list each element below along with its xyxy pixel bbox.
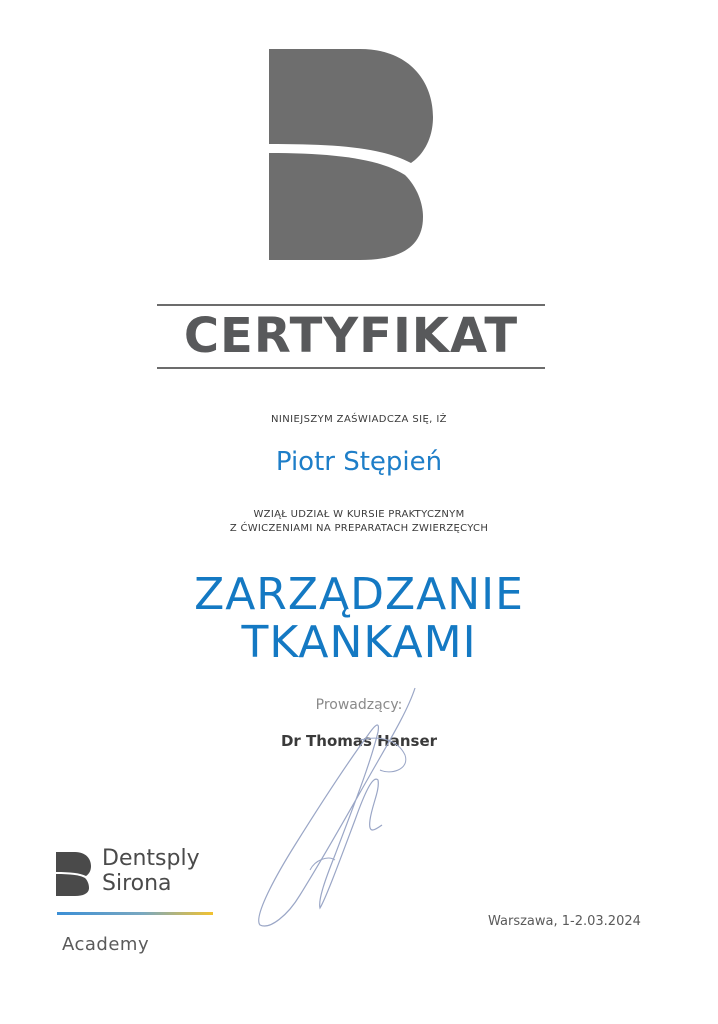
dentsply-sirona-logo-icon <box>55 851 93 897</box>
certificate-title: CERTYFIKAT <box>183 308 519 364</box>
title-bottom-rule <box>157 367 545 369</box>
brand-name <box>102 846 200 896</box>
brand-accent-bar <box>57 912 213 915</box>
s-logo-icon <box>265 47 435 262</box>
intro-text: NINIEJSZYM ZAŚWIADCZA SIĘ, IŻ <box>271 414 447 425</box>
description-line: Z ĆWICZENIAMI NA PREPARATACH ZWIERZĘCYCH <box>229 523 489 534</box>
brand-name-line: Sirona <box>102 871 172 896</box>
academy-label: Academy <box>62 934 150 955</box>
description-line: WZIĄŁ UDZIAŁ W KURSIE PRAKTYCZNYM <box>253 509 465 520</box>
course-title <box>0 571 718 667</box>
course-description <box>0 508 718 536</box>
course-title-line: ZARZĄDZANIE <box>194 569 524 620</box>
title-top-rule <box>157 304 545 306</box>
brand-name-line: Dentsply <box>102 846 200 871</box>
recipient-name: Piotr Stępień <box>275 447 443 477</box>
lecturer-label: Prowadzący: <box>315 697 403 713</box>
signature-icon <box>240 680 440 940</box>
place-date: Warszawa, 1-2.03.2024 <box>488 914 641 929</box>
lecturer-name: Dr Thomas Hanser <box>280 732 438 750</box>
course-title-line: TKANKAMI <box>241 617 477 668</box>
